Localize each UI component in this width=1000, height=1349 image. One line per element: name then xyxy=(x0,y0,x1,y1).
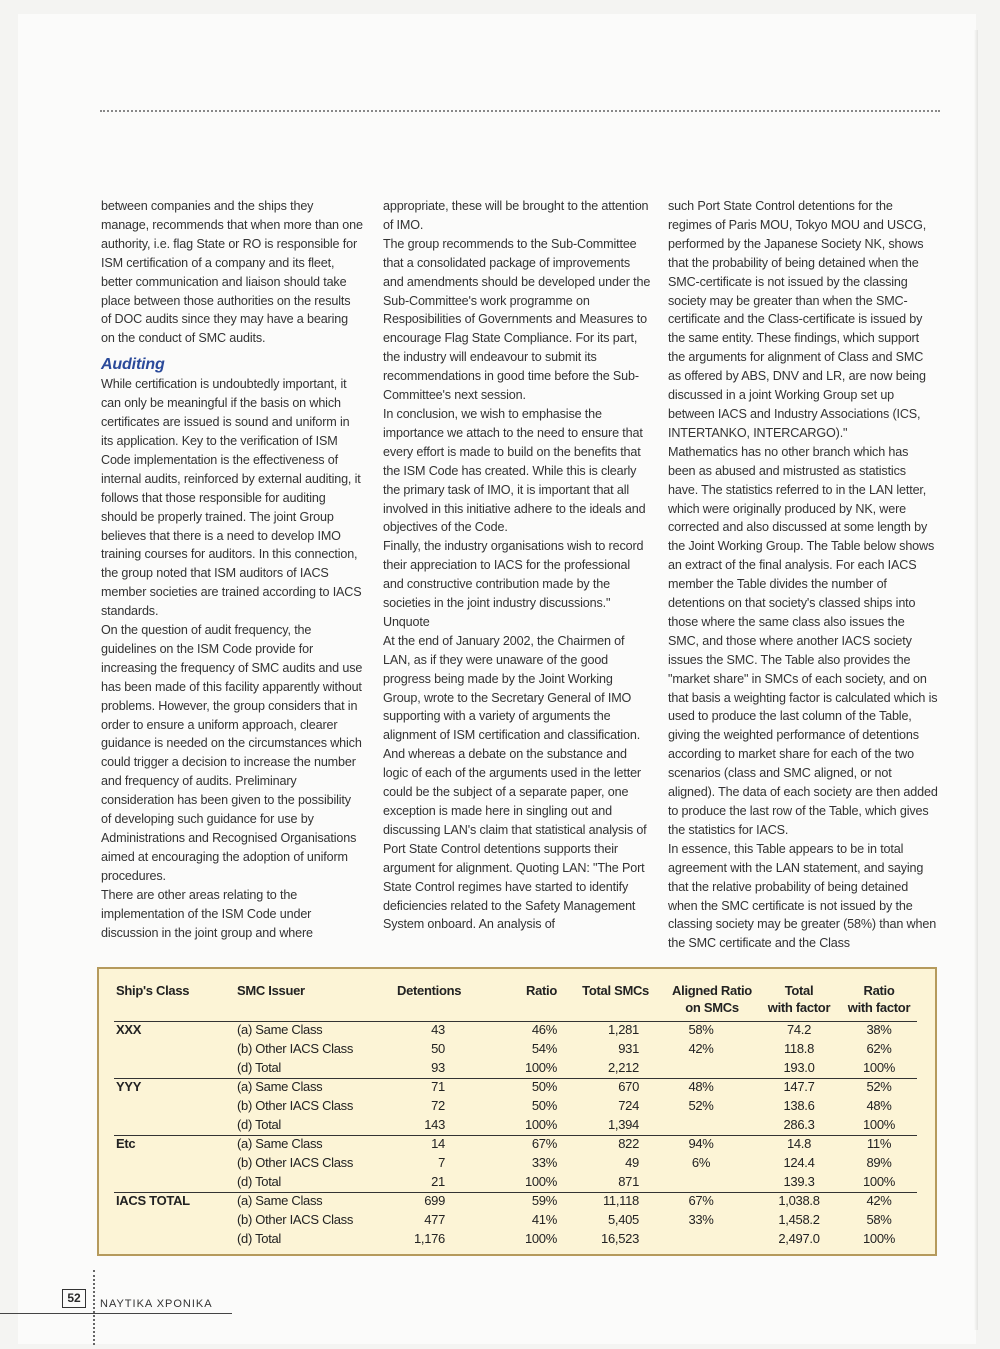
table-cell-issuer: (b) Other IACS Class xyxy=(237,1155,354,1170)
table-cell-issuer: (d) Total xyxy=(237,1117,282,1132)
table-cell-detentions: 477 xyxy=(424,1212,445,1227)
paragraph: There are other areas relating to the implementation of the ISM Code under discussion in the joint group and where xyxy=(101,887,313,940)
header-ships-class: Ship's Class xyxy=(116,983,190,998)
table-cell-total-f: 138.6 xyxy=(783,1098,815,1113)
header-aligned-ratio-line2: on SMCs xyxy=(685,1000,739,1015)
table-cell-ratio-f: 48% xyxy=(866,1098,892,1113)
text-column-1 xyxy=(101,197,363,942)
paragraph: Mathematics has no other branch which has been as abused and mistrusted as statistics have. The statistics referred to in the LAN letter, which were originally produced by NK, were corrected and also discussed at some length by the Joint Working Group. The Table below shows an extract of the final analysis. For each IACS member the Table divides the number of detentions on that society's classed ships into those where the same class also issues the SMC, and those where another IACS society issues the SMC. The Table also provides the "market share" in SMCs of each society, and on that basis a weighting factor is calculated which is used to produce the last column of the Table, giving the weighted performance of detentions according to market share for each of the two scenarios (class and SMC aligned, or not aligned). The data of each society are then added to produce the last row of the Table, which gives the statistics for IACS. xyxy=(668,444,938,837)
table-cell-issuer: (d) Total xyxy=(237,1060,282,1075)
table-cell-total-f: 14.8 xyxy=(786,1136,812,1151)
table-cell-total-f: 139.3 xyxy=(783,1174,815,1189)
table-cell-detentions: 1,176 xyxy=(413,1231,445,1246)
table-cell-detentions: 72 xyxy=(431,1098,445,1113)
paragraph: appropriate, these will be brought to the attention of IMO. xyxy=(383,199,649,232)
table-cell-smcs: 871 xyxy=(618,1174,639,1189)
table-cell-smcs: 1,394 xyxy=(607,1117,639,1132)
table-cell-issuer: (b) Other IACS Class xyxy=(237,1098,354,1113)
table-cell-total-f: 118.8 xyxy=(783,1041,815,1056)
table-cell-smcs: 724 xyxy=(618,1098,639,1113)
table-cell-ratio: 100% xyxy=(524,1060,557,1075)
table-cell-issuer: (b) Other IACS Class xyxy=(237,1041,354,1056)
paragraph: Unquote xyxy=(383,614,430,629)
table-cell-ratio: 50% xyxy=(531,1098,557,1113)
table-cell-issuer: (a) Same Class xyxy=(237,1136,323,1151)
paragraph: On the question of audit frequency, the guidelines on the ISM Code provide for increasing the frequency of SMC audits and use has been made of this facility apparently without problems. However, the group considers that in order to ensure a uniform approach, clearer guidance is needed on the circumstances which could trigger a decision to increase the number and frequency of audits. Preliminary consideration has been given to the possibility of developing such guidance for use by Administrations and Recognised Organisations aimed at encouraging the adoption of uniform procedures. xyxy=(101,623,363,883)
paragraph: In conclusion, we wish to emphasise the importance we attach to the need to ensure that every effort is made to build on the benefits that the ISM Code has created. While this is clearly the primary task of IMO, it is important that all involved in this initiative adhere to the ideals and objectives of the Code. xyxy=(383,406,646,535)
ship-class-name: IACS TOTAL xyxy=(116,1193,190,1208)
magazine-name: ΝΑΥΤΙΚΑ ΧΡΟΝΙΚΑ xyxy=(100,1298,213,1310)
table-cell-total-f: 147.7 xyxy=(783,1079,815,1094)
footer-rule xyxy=(0,1313,232,1314)
table-cell-ratio-f: 100% xyxy=(862,1231,896,1246)
table-cell-ratio-f: 52% xyxy=(866,1079,892,1094)
table-cell-detentions: 7 xyxy=(438,1155,445,1170)
table-cell-total-f: 124.4 xyxy=(783,1155,815,1170)
table-cell-detentions: 21 xyxy=(431,1174,445,1189)
table-cell-issuer: (b) Other IACS Class xyxy=(237,1212,354,1227)
detentions-table xyxy=(97,967,937,1256)
table-cell-smcs: 49 xyxy=(625,1155,639,1170)
table-cell-smcs: 822 xyxy=(618,1136,639,1151)
table-cell-ratio-f: 62% xyxy=(866,1041,892,1056)
table-cell-aligned: 58% xyxy=(688,1022,714,1037)
table-cell-ratio: 46% xyxy=(531,1022,557,1037)
table-cell-aligned: 52% xyxy=(688,1098,714,1113)
table-cell-ratio: 100% xyxy=(524,1231,557,1246)
page-edge-shadow xyxy=(974,30,978,1330)
header-aligned-ratio: Aligned Ratio xyxy=(672,983,752,998)
header-total-factor-line2: with factor xyxy=(767,1000,831,1015)
paragraph: between companies and the ships they manage, recommends that when more than one authority, i.e. flag State or RO is responsible for ISM certification of a company and its fleet, better communication and liaison should take place between those authorities on the results of DOC audits since they may have a bearing on the conduct of SMC audits. xyxy=(101,199,363,346)
table-cell-issuer: (d) Total xyxy=(237,1231,282,1246)
paragraph: The group recommends to the Sub-Committee that a consolidated package of improvements and amendments should be developed under the Sub-Committee's work programme on Resposibilities of Governments and Measures to encourage Flag State Compliance. For its part, the industry will endeavour to submit its recommendations in good time before the Sub-Committee's next session. xyxy=(383,236,651,403)
table-cell-smcs: 2,212 xyxy=(607,1060,639,1075)
table-cell-smcs: 16,523 xyxy=(601,1231,639,1246)
table-cell-ratio: 59% xyxy=(531,1193,557,1208)
text-column-3 xyxy=(668,197,938,953)
table-cell-issuer: (a) Same Class xyxy=(237,1079,323,1094)
table-cell-ratio: 54% xyxy=(531,1041,557,1056)
paragraph: In essence, this Table appears to be in total agreement with the LAN statement, and saying that the relative probability of being detained when the SMC certificate is not issued by the classing society may be greater (58%) than when the SMC certificate and the Class xyxy=(668,841,937,951)
table-cell-detentions: 14 xyxy=(431,1136,445,1151)
table-cell-detentions: 71 xyxy=(431,1079,445,1094)
table-cell-smcs: 670 xyxy=(618,1079,639,1094)
table-cell-total-f: 74.2 xyxy=(786,1022,812,1037)
paragraph: At the end of January 2002, the Chairmen of LAN, as if they were unaware of the good progress being made by the Joint Working Group, wrote to the Secretary General of IMO supporting with a variety of arguments the alignment of ISM certification and classification. And whereas a debate on the substance and logic of each of the arguments used in the letter could be the subject of a separate paper, one exception is made here in singling out and discussing LAN's claim that statistical analysis of Port State Control detentions supports their argument for alignment. Quoting LAN: "The Port State Control regimes have started to identify deficiencies related to the Safety Management System onboard. An analysis of xyxy=(383,633,647,932)
table-cell-issuer: (a) Same Class xyxy=(237,1022,323,1037)
header-ratio: Ratio xyxy=(525,983,557,998)
table-cell-ratio-f: 38% xyxy=(866,1022,892,1037)
table-cell-total-f: 1,038.8 xyxy=(778,1193,820,1208)
table-cell-ratio: 100% xyxy=(524,1174,557,1189)
table-cell-smcs: 11,118 xyxy=(602,1193,639,1208)
table-cell-ratio: 100% xyxy=(524,1117,557,1132)
table-cell-detentions: 143 xyxy=(424,1117,445,1132)
table-cell-ratio-f: 100% xyxy=(862,1060,896,1075)
table-cell-total-f: 1,458.2 xyxy=(778,1212,820,1227)
table-cell-ratio: 33% xyxy=(531,1155,557,1170)
header-total-smcs: Total SMCs xyxy=(582,983,649,998)
table-cell-aligned: 33% xyxy=(688,1212,714,1227)
table-cell-aligned: 6% xyxy=(691,1155,711,1170)
header-ratio-factor: Ratio xyxy=(863,983,895,998)
paragraph: such Port State Control detentions for the regimes of Paris MOU, Tokyo MOU and USCG, performed by the Japanese Society NK, shows that the probability of being detained when the SMC-certificate is not issued by the classing society may be greater than when the SMC-certificate and the Class-certificate is issued by the same entity. These findings, which support the arguments for alignment of Class and SMC as offered by ABS, DNV and LR, are now being discussed in a joint Working Group set up between IACS and Industry Associations (ICS, INTERTANKO, INTERCARGO)." xyxy=(668,199,927,440)
table-cell-aligned: 48% xyxy=(688,1079,714,1094)
table-cell-total-f: 286.3 xyxy=(783,1117,815,1132)
table-cell-ratio-f: 11% xyxy=(866,1136,892,1151)
table-cell-aligned: 94% xyxy=(688,1136,714,1151)
table-cell-smcs: 931 xyxy=(618,1041,639,1056)
table-cell-ratio: 67% xyxy=(531,1136,557,1151)
table-cell-total-f: 2,497.0 xyxy=(778,1231,820,1246)
table-cell-issuer: (a) Same Class xyxy=(237,1193,323,1208)
table-cell-detentions: 50 xyxy=(431,1041,445,1056)
table-cell-ratio-f: 89% xyxy=(866,1155,892,1170)
header-smc-issuer: SMC Issuer xyxy=(237,983,305,998)
table-cell-total-f: 193.0 xyxy=(783,1060,815,1075)
table-cell-detentions: 93 xyxy=(431,1060,445,1075)
header-detentions: Detentions xyxy=(397,983,462,998)
header-ratio-factor-line2: with factor xyxy=(847,1000,911,1015)
ship-class-name: YYY xyxy=(116,1079,142,1094)
top-dotted-rule xyxy=(100,110,940,112)
table-cell-smcs: 1,281 xyxy=(607,1022,639,1037)
text-column-2 xyxy=(383,197,653,934)
table-cell-ratio-f: 100% xyxy=(862,1174,896,1189)
paragraph: While certification is undoubtedly important, it can only be meaningful if the basis on which certificates are issued is sound and uniform in its application. Key to the verification of ISM Code implementation is the effectiveness of internal audits, reinforced by external auditing, it follows that those responsible for auditing should be properly trained. The joint Group believes that there is a need to develop IMO training courses for auditors. In this connection, the group noted that ISM auditors of IACS member societies are trained according to IACS standards. xyxy=(101,377,362,619)
table-cell-ratio: 50% xyxy=(531,1079,557,1094)
table-cell-ratio-f: 58% xyxy=(866,1212,892,1227)
section-heading: Auditing xyxy=(101,356,165,374)
table-cell-issuer: (d) Total xyxy=(237,1174,282,1189)
header-total-factor: Total xyxy=(784,983,814,998)
footer-dotted-divider xyxy=(93,1270,95,1345)
ship-class-name: Etc xyxy=(116,1136,136,1151)
table-cell-ratio: 41% xyxy=(531,1212,557,1227)
table-cell-aligned: 42% xyxy=(688,1041,714,1056)
table-cell-detentions: 43 xyxy=(431,1022,445,1037)
table-cell-smcs: 5,405 xyxy=(607,1212,639,1227)
table-cell-detentions: 699 xyxy=(424,1193,445,1208)
ship-class-name: XXX xyxy=(116,1022,142,1037)
table-cell-ratio-f: 100% xyxy=(862,1117,896,1132)
table-cell-ratio-f: 42% xyxy=(866,1193,892,1208)
table-cell-aligned: 67% xyxy=(688,1193,714,1208)
paragraph: Finally, the industry organisations wish to record their appreciation to IACS for the professional and constructive contribution made by the societies in the joint industry discussions." xyxy=(383,539,644,611)
page-number: 52 xyxy=(62,1289,86,1308)
